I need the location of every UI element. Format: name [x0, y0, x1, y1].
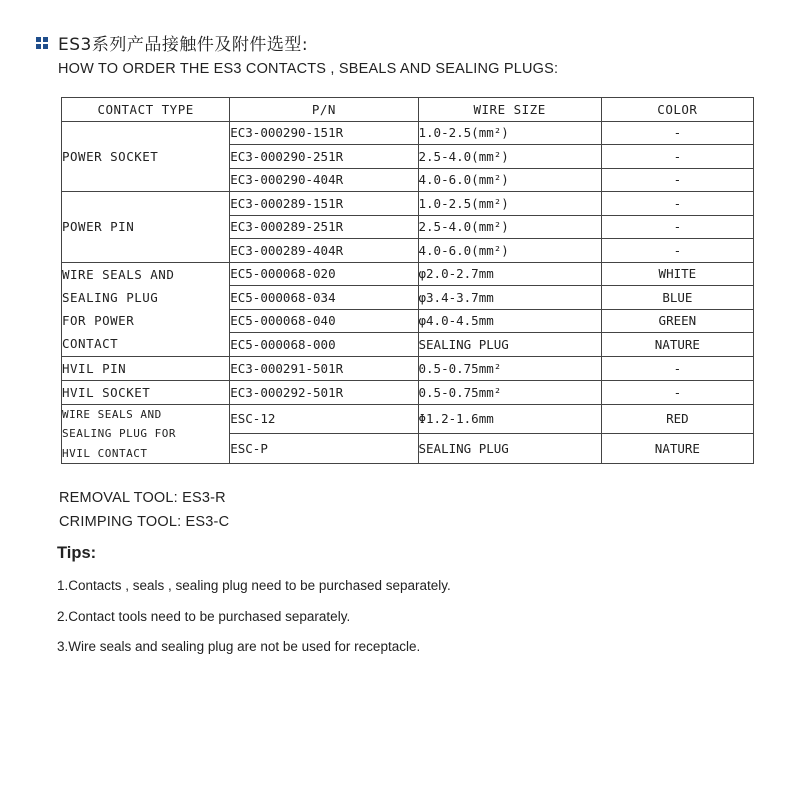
- table-row: [62, 262, 754, 286]
- crimping-tool: CRIMPING TOOL: ES3-C: [59, 514, 230, 530]
- contact-type-line: POWER PIN: [62, 219, 135, 235]
- contact-type-line: SEALING PLUG: [62, 290, 159, 305]
- table-header-row: [62, 98, 754, 122]
- tips-list: [57, 578, 451, 670]
- pn-cell: EC3-000290-151R: [230, 121, 418, 145]
- removal-tool: REMOVAL TOOL: ES3-R: [59, 490, 226, 506]
- contact-type-line: SEALING PLUG FOR: [62, 427, 176, 440]
- wire-size-cell: Φ1.2-1.6mm: [418, 404, 601, 434]
- contact-type-line: POWER SOCKET: [62, 148, 159, 164]
- color-cell: NATURE: [601, 434, 753, 464]
- wire-size-cell: φ3.4-3.7mm: [418, 286, 601, 310]
- color-cell: -: [601, 168, 753, 192]
- header-contact-type: CONTACT TYPE: [62, 98, 230, 122]
- color-cell: -: [601, 192, 753, 216]
- table-row: [62, 380, 754, 404]
- wire-size-cell: SEALING PLUG: [418, 434, 601, 464]
- pn-cell: EC3-000289-151R: [230, 192, 418, 216]
- color-cell: -: [601, 215, 753, 239]
- pn-cell: EC5-000068-020: [230, 262, 418, 286]
- color-cell: RED: [601, 404, 753, 434]
- contact-type-line: HVIL CONTACT: [62, 446, 148, 460]
- pn-cell: EC3-000290-404R: [230, 168, 418, 192]
- wire-size-cell: 0.5-0.75mm²: [418, 380, 601, 404]
- section-header: [36, 30, 308, 55]
- wire-size-cell: 1.0-2.5(mm²): [418, 121, 601, 145]
- contact-type-cell: [62, 262, 230, 356]
- contact-type-cell: [62, 192, 230, 263]
- contact-type-line: WIRE SEALS AND: [62, 267, 175, 282]
- contact-type-cell: [62, 380, 230, 404]
- contact-type-line: WIRE SEALS AND: [62, 407, 162, 421]
- pn-cell: EC3-000289-251R: [230, 215, 418, 239]
- pn-cell: EC3-000291-501R: [230, 356, 418, 380]
- pn-cell: ESC-P: [230, 434, 418, 464]
- contact-type-line: FOR POWER: [62, 313, 135, 328]
- pn-cell: EC5-000068-000: [230, 333, 418, 357]
- contacts-order-table: [61, 97, 754, 464]
- tip-item: 2.Contact tools need to be purchased separately.: [57, 608, 351, 624]
- table-row: [62, 404, 754, 434]
- tip-item: 1.Contacts , seals , sealing plug need to be purchased separately.: [57, 578, 451, 593]
- tools-section: [59, 486, 229, 534]
- color-cell: BLUE: [601, 286, 753, 310]
- wire-size-cell: 4.0-6.0(mm²): [418, 168, 601, 192]
- wire-size-cell: 0.5-0.75mm²: [418, 356, 601, 380]
- color-cell: -: [601, 239, 753, 263]
- page-title: ES3系列产品接触件及附件选型:: [58, 35, 309, 55]
- page-subtitle: HOW TO ORDER THE ES3 CONTACTS , SBEALS AND SEALING PLUGS:: [58, 61, 559, 77]
- tips-title: Tips:: [57, 544, 97, 562]
- contact-type-cell: [62, 356, 230, 380]
- wire-size-cell: φ4.0-4.5mm: [418, 309, 601, 333]
- wire-size-cell: 1.0-2.5(mm²): [418, 192, 601, 216]
- title-row: [36, 30, 308, 55]
- pn-cell: EC3-000292-501R: [230, 380, 418, 404]
- pn-cell: EC5-000068-040: [230, 309, 418, 333]
- wire-size-cell: 2.5-4.0(mm²): [418, 145, 601, 169]
- contact-type-line: HVIL SOCKET: [62, 384, 151, 400]
- color-cell: GREEN: [601, 309, 753, 333]
- color-cell: NATURE: [601, 333, 753, 357]
- color-cell: -: [601, 380, 753, 404]
- header-wire-size: WIRE SIZE: [418, 98, 601, 122]
- color-cell: -: [601, 145, 753, 169]
- table-row: [62, 121, 754, 145]
- pn-cell: ESC-12: [230, 404, 418, 434]
- header-color: COLOR: [601, 98, 753, 122]
- table-row: [62, 356, 754, 380]
- contact-type-cell: [62, 121, 230, 192]
- wire-size-cell: φ2.0-2.7mm: [418, 262, 601, 286]
- contact-type-line: CONTACT: [62, 336, 119, 351]
- pn-cell: EC3-000289-404R: [230, 239, 418, 263]
- pn-cell: EC5-000068-034: [230, 286, 418, 310]
- wire-size-cell: 4.0-6.0(mm²): [418, 239, 601, 263]
- grid-squares-icon: [36, 37, 48, 49]
- color-cell: WHITE: [601, 262, 753, 286]
- tip-item: 3.Wire seals and sealing plug are not be used for receptacle.: [57, 639, 421, 654]
- contact-type-line: HVIL PIN: [62, 360, 127, 376]
- color-cell: -: [601, 356, 753, 380]
- contact-type-cell: [62, 404, 230, 464]
- wire-size-cell: SEALING PLUG: [418, 333, 601, 357]
- color-cell: -: [601, 121, 753, 145]
- header-pn: P/N: [230, 98, 418, 122]
- wire-size-cell: 2.5-4.0(mm²): [418, 215, 601, 239]
- table-row: [62, 192, 754, 216]
- pn-cell: EC3-000290-251R: [230, 145, 418, 169]
